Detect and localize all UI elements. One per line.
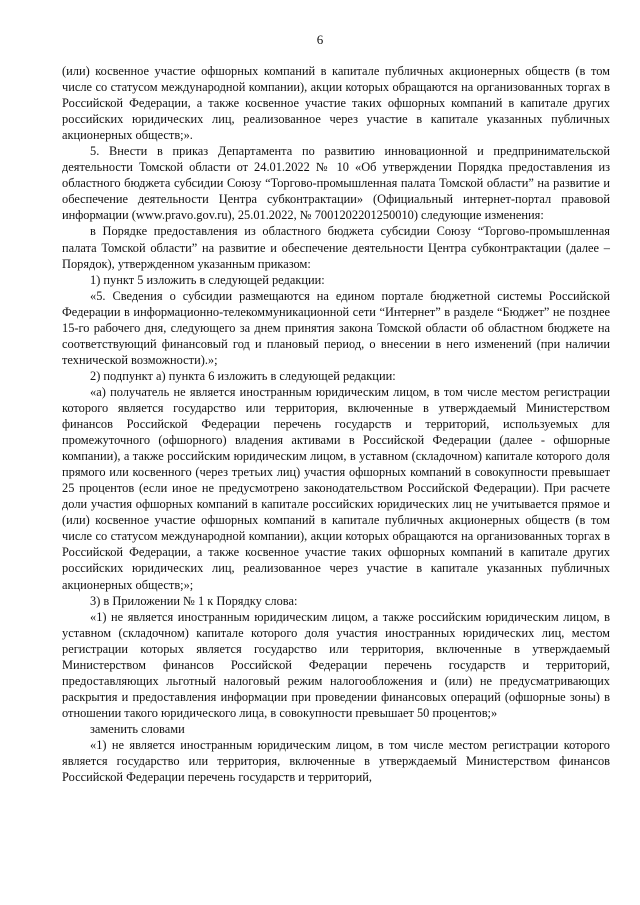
paragraph-new-wording: «1) не является иностранным юридическим лицом, в том числе местом регистрации которого является государство или территория, включенные в утверждаемый Министерством финансов Российской Федерации перечень государств и территорий,	[62, 737, 610, 785]
paragraph-clause-5-text: «5. Сведения о субсидии размещаются на едином портале бюджетной системы Российской Федерации в информационно-телекоммуникационной сети “Интернет” в разделе “Бюджет” не позднее 15-го рабочего дня, следующего за днем принятия закона Томской области об областном бюджете на соответствующий финансовый год и плановый период, о внесении в него изменений (при наличии технической возможности).»;	[62, 288, 610, 367]
page-number: 6	[316, 32, 324, 47]
paragraph-subitem-2: 2) подпункт а) пункта 6 изложить в следующей редакции:	[90, 368, 396, 383]
paragraph-replace-with: заменить словами	[90, 721, 185, 736]
paragraph-item-5: 5. Внести в приказ Департамента по развитию инновационной и предпринимательской деятельности Томской области от 24.01.2022 № 10 «Об утверждении Порядка предоставления из областного бюджета субсидии Союзу “Торгово-промышленная палата Томской области” на развитие и обеспечение деятельности Центра субконтрактации» (Официальный интернет-портал правовой информации (www.pravo.gov.ru), 25.01.2022, № 7001202201250010) следующие изменения:	[62, 144, 610, 223]
paragraph-subitem-1: 1) пункт 5 изложить в следующей редакции:	[90, 272, 325, 287]
paragraph-old-wording: «1) не является иностранным юридическим лицом, а также российским юридическим лицом, в уставном (складочном) капитале которого доля участия иностранных юридических лиц, местом регистрации которых является государство или территория, включенные в утверждаемый Министерством финансов Российской Федерации перечень государств и территорий, предоставляющих льготный налоговый режим налогообложения и (или) не предусматривающих раскрытия и предоставления информации при проведении финансовых операций (офшорные зоны) в отношении такого юридического лица, в совокупности превышает 50 процентов;»	[62, 609, 610, 720]
document-body	[62, 63, 610, 785]
paragraph-clause-6a-text: «а) получатель не является иностранным юридическим лицом, в том числе местом регистрации которого является государство или территория, включенные в утверждаемый Министерством финансов Российской Федерации перечень государств и территорий, используемых для промежуточного (офшорного) владения активами в Российской Федерации (далее - офшорные компании), а также российским юридическим лицом, в уставном (складочном) капитале которого доля прямого или косвенного (через третьих лиц) участия офшорных компаний в совокупности превышает 25 процентов (если иное не предусмотрено законодательством Российской Федерации). При расчете доли участия офшорных компаний в капитале российских юридических лиц не учитывается прямое и (или) косвенное участие офшорных компаний в капитале публичных акционерных обществ (в том числе со статусом международной компании), акции которых обращаются на организованных торгах в Российской Федерации, а также косвенное участие таких офшорных компаний в капитале других российских юридических лиц, реализованное через участие в капитале указанных публичных акционерных обществ;»;	[62, 384, 610, 592]
paragraph-offshore-continuation: (или) косвенное участие офшорных компаний в капитале публичных акционерных обществ (в том числе со статусом международной компании), акции которых обращаются на организованных торгах в Российской Федерации, а также косвенное участие таких офшорных компаний в капитале других российских юридических лиц, реализованное через участие в капитале указанных публичных акционерных обществ;».	[62, 64, 610, 143]
paragraph-subitem-3: 3) в Приложении № 1 к Порядку слова:	[90, 593, 298, 608]
paragraph-procedure-intro: в Порядке предоставления из областного бюджета субсидии Союзу “Торгово-промышленная палата Томской области” на развитие и обеспечение деятельности Центра субконтрактации (далее – Порядок), утвержденном указанным приказом:	[62, 224, 610, 271]
